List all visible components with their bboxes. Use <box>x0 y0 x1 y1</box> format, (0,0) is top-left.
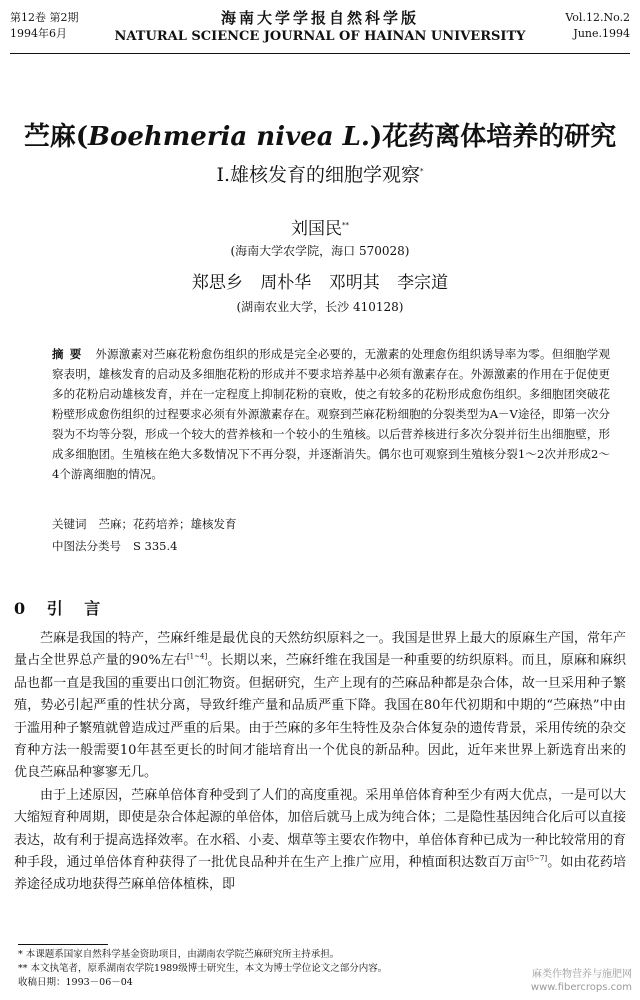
classification-label: 中图法分类号 <box>52 539 121 553</box>
received-date: 收稿日期：1993－06－04 <box>18 977 133 988</box>
abstract <box>52 344 610 484</box>
paragraph-text: 。长期以来，苎麻纤维在我国是一种重要的纺织原料。而且，原麻和麻织品也都一直是我国的重要出口创汇物资。但据研究，生产上现有的苎麻品种都是杂合体，故一旦采用种子繁殖，势必引起严重的性状分离，导致纤维产量和品质严重下降。我国在80年代初期和中期的“苎麻热”中由于滥用种子繁殖就曾造成过严重的后果。由于苎麻的多年生特性及杂合体复杂的遗传背景，采用传统的杂交育种方法一般需要10年甚至更长的时间才能培育出一个优良的新品种。因此，近年来世界上新选育出来的优良苎麻品种寥寥无几。 <box>14 653 626 781</box>
affiliation-hunan: (湖南农业大学，长沙 410128) <box>236 300 404 314</box>
section-heading: 0 引 言 <box>14 599 109 618</box>
volume-cn: 第12卷 第2期 <box>10 11 79 24</box>
paragraph-text: 由于上述原因，苎麻单倍体育种受到了人们的高度重视。采用单倍体育种至少有两大优点，一是可以大大缩短育种周期，即使是杂合体起源的单倍体，加倍后就马上成为纯合体；二是隐性基因纯合化后可以直接表达，故有利于提高选择效率。在水稻、小麦、烟草等主要农作物中，单倍体育种已成为一种比较常用的育种手段，通过单倍体育种获得了一批优良品种并在生产上推广应用，种植面积达数百万亩 <box>14 787 626 871</box>
paper-subtitle <box>0 162 640 188</box>
co-authors: 郑思乡 周朴华 邓明其 李宗道 <box>191 273 449 293</box>
footnote: * 本课题系国家自然科学基金资助项目，由湖南农学院苎麻研究所主持承担。 <box>18 949 340 960</box>
author-footnote-mark: ** <box>342 221 349 230</box>
title-prefix: 苎麻( <box>23 122 89 152</box>
title-suffix: )花药离体培养的研究 <box>369 122 617 152</box>
watermark-title: 麻类作物营养与施肥网 <box>532 969 632 980</box>
footnote-rule <box>18 944 108 945</box>
watermark-url: www.fibercrops.com <box>530 982 632 993</box>
title-latin-name: Boehmeria nivea L. <box>88 122 370 152</box>
running-header <box>10 6 630 50</box>
paper-title <box>0 120 640 154</box>
subtitle-text: Ⅰ.雄核发育的细胞学观察 <box>216 164 421 186</box>
footnote: ** 本文执笔者，原系湖南农学院1989级博士研究生，本文为博士学位论文之部分内容。 <box>18 963 388 974</box>
paragraph-text: 。如由花药培养途径成功地获得苎麻单倍体植株，即 <box>14 855 626 893</box>
first-author-name: 刘国民 <box>291 219 342 239</box>
header-center <box>10 8 630 46</box>
keywords <box>52 514 610 534</box>
abstract-label: 摘要 <box>52 347 88 361</box>
classification-number <box>52 536 610 556</box>
journal-name-cn: 海南大学学报自然科学版 <box>220 9 419 27</box>
paragraph-text: 苎麻是我国的特产，苎麻纤维是最优良的天然纺织原料之一。我国是世界上最大的原麻生产国，常年产量占全世界总产量的90%左右 <box>14 631 626 669</box>
header-right <box>565 10 630 42</box>
volume-en: Vol.12.No.2 <box>565 11 630 24</box>
first-author <box>0 214 640 239</box>
subtitle-footnote-mark: * <box>420 167 424 176</box>
abstract-text: 外源激素对苎麻花粉愈伤组织的形成是完全必要的，无激素的处理愈伤组织诱导率为零。但细胞学观察表明，雄核发育的启动及多细胞花粉的形成并不要求培养基中必须有激素存在。外源激素的作用在于促使更多的花粉启动雄核发育，并在一定程度上抑制花粉的衰败，使之有较多的花粉形成愈伤组织。多细胞团突破花粉壁形成愈伤组织的过程要求必须有外源激素存在。观察到苎麻花粉细胞的分裂类型为A－V途径，即第一次分裂为不均等分裂，形成一个较大的营养核和一个较小的生殖核。以后营养核进行多次分裂并衍生出细胞壁，形成多细胞团。生殖核在绝大多数情况下不再分裂，并逐渐消失。偶尔也可观察到生殖核分裂1～2次并形成2～4个游离细胞的情况。 <box>52 347 611 481</box>
affiliation-hainan: (海南大学农学院，海口 570028) <box>230 244 410 258</box>
paragraph <box>14 628 626 785</box>
date-en: June.1994 <box>573 27 630 40</box>
citation: [5~7] <box>526 854 548 863</box>
site-watermark <box>531 968 632 994</box>
body-text <box>14 628 626 897</box>
citation: [1~4] <box>186 653 208 662</box>
journal-name-en: NATURAL SCIENCE JOURNAL OF HAINAN UNIVERSITY <box>114 29 526 44</box>
classification-text: S 335.4 <box>133 539 178 553</box>
paragraph <box>14 785 626 897</box>
header-rule <box>10 53 630 54</box>
footnotes <box>18 948 520 990</box>
keywords-label: 关键词 <box>52 517 87 531</box>
date-cn: 1994年6月 <box>10 27 67 40</box>
keywords-text: 苎麻；花药培养；雄核发育 <box>98 517 237 531</box>
